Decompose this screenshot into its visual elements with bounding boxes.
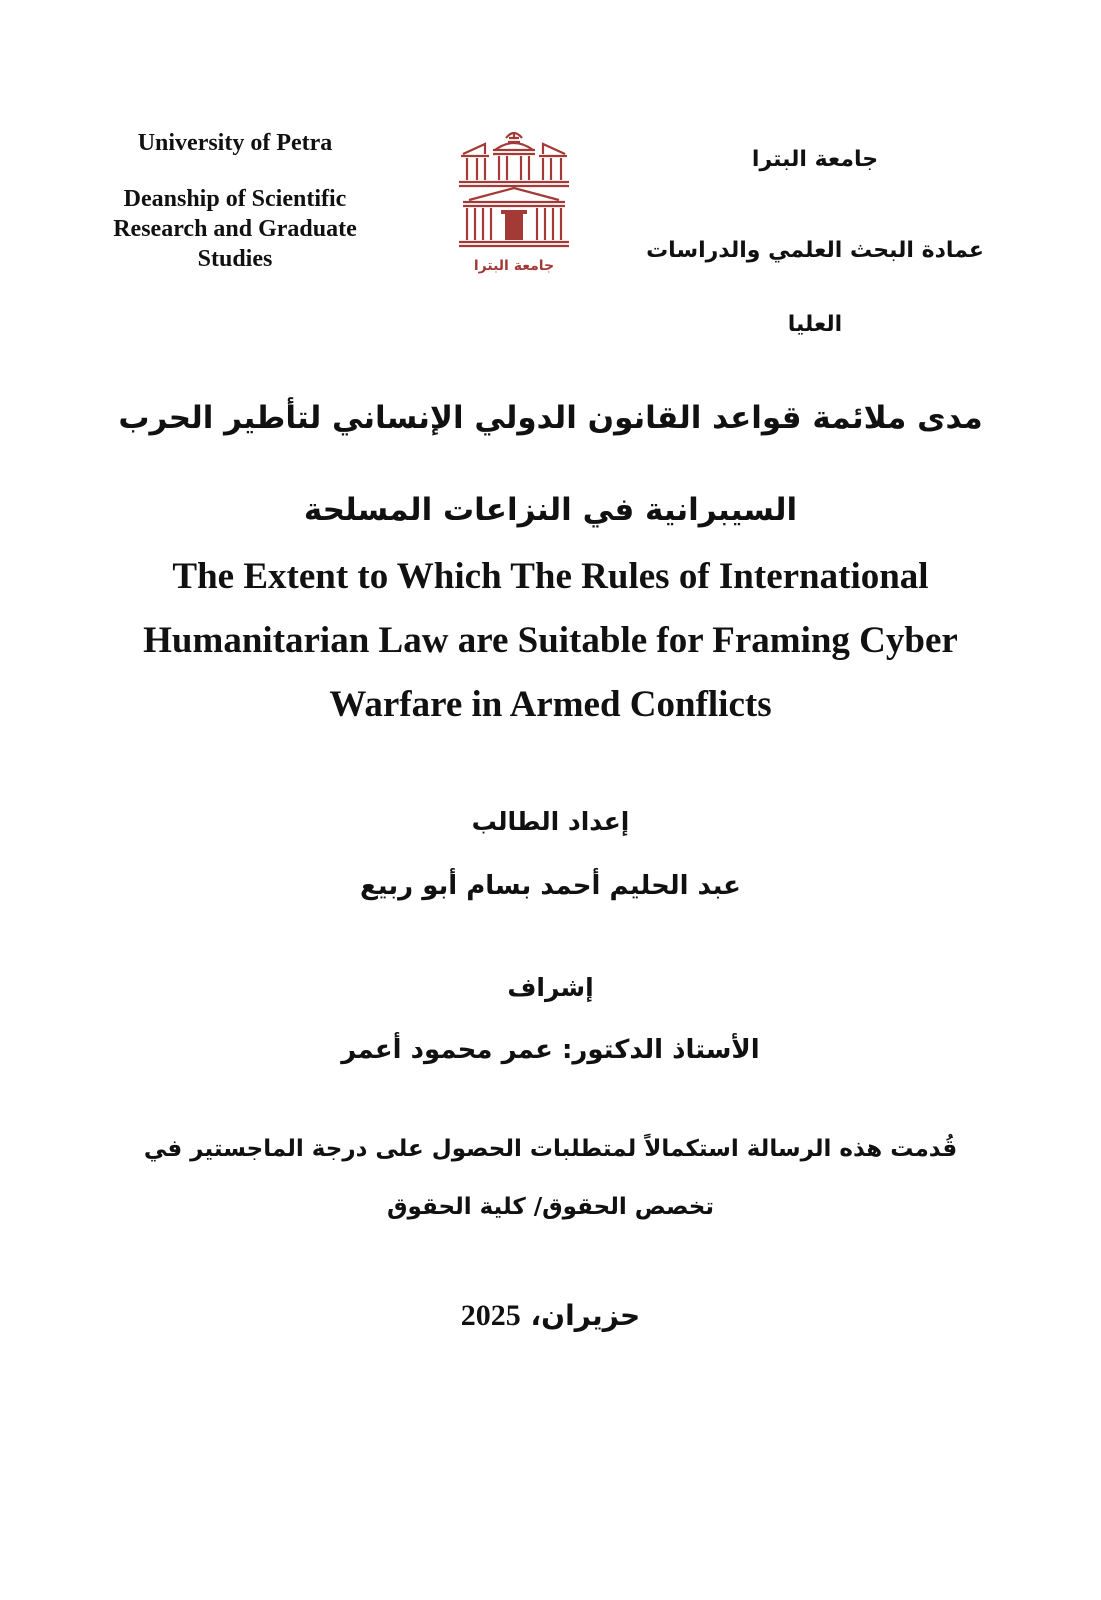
thesis-title-arabic: مدى ملائمة قواعد القانون الدولي الإنساني لتأطير الحرب السيبرانية في النزاعات المسلحة xyxy=(118,400,983,528)
student-name: عبد الحليم أحمد بسام أبو ربيع xyxy=(360,871,741,901)
submission-date xyxy=(100,1294,1001,1338)
supervisor-name: الأستاذ الدكتور: عمر محمود أعمر xyxy=(341,1035,760,1065)
supervision-label: إشراف xyxy=(507,973,594,1002)
deanship-name-en: Deanship of Scientific Research and Graduate Studies xyxy=(113,186,357,272)
date-month: حزيران، xyxy=(530,1299,641,1332)
logo-text: جامعة البترا xyxy=(473,258,555,274)
deanship-name-ar: عمادة البحث العلمي والدراسات العليا xyxy=(646,238,984,337)
university-name-en: University of Petra xyxy=(137,130,333,156)
thesis-title-english: The Extent to Which The Rules of International Humanitarian Law are Suitable for Framing Cyber Warfare in Armed Conflicts xyxy=(143,556,958,725)
submission-statement: قُدمت هذه الرسالة استكمالاً لمتطلبات الحصول على درجة الماجستير في تخصص الحقوق/ كلية الحقوق xyxy=(143,1136,958,1220)
university-name-ar: جامعة البترا xyxy=(751,147,879,172)
university-logo xyxy=(455,128,573,280)
prepared-by-label: إعداد الطالب xyxy=(471,807,630,836)
university-header-english xyxy=(90,128,380,274)
date-year: 2025 xyxy=(460,1299,521,1332)
university-header-arabic xyxy=(640,140,990,362)
